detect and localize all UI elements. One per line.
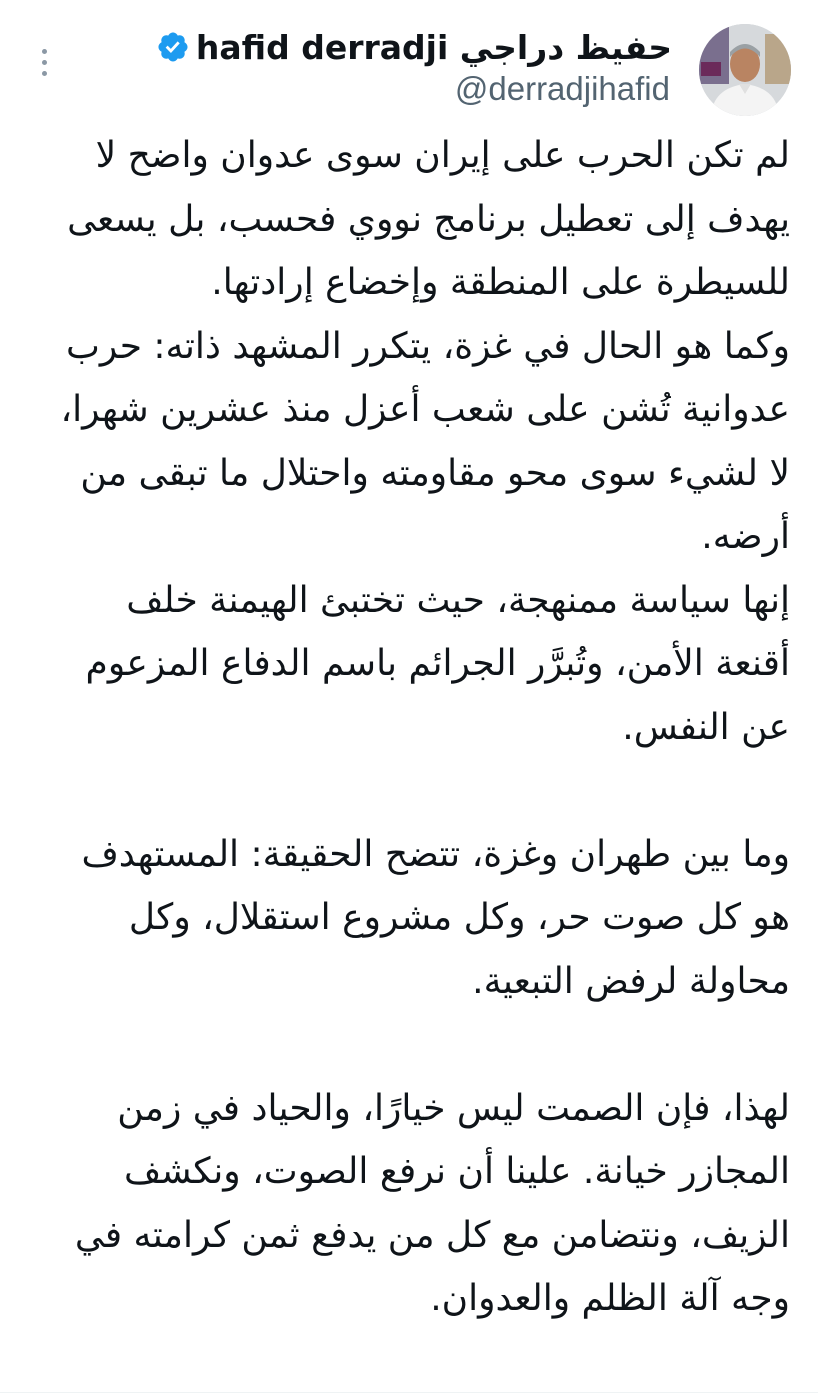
more-dot [42, 60, 47, 65]
tweet-header [0, 0, 818, 125]
tweet-text-line: إنها سياسة ممنهجة، حيث تختبئ الهيمنة خلف [126, 579, 790, 621]
author-avatar[interactable] [699, 24, 791, 116]
tweet-text-line: وجه آلة الظلم والعدوان. [430, 1278, 790, 1319]
tweet-text-line: لهذا، فإن الصمت ليس خيارًا، والحياد في زمن [117, 1087, 790, 1129]
tweet-text-line: لا لشيء سوى محو مقاومته واحتلال ما تبقى من [80, 452, 790, 494]
tweet-text-line: أقنعة الأمن، وتُبرَّر الجرائم باسم الدفاع المزعوم [85, 643, 790, 684]
tweet-text-line: وما بين طهران وغزة، تتضح الحقيقة: المستهدف [81, 833, 790, 875]
tweet-text-line: لم تكن الحرب على إيران سوى عدوان واضح لا [95, 135, 790, 176]
author-display-name[interactable]: حفيظ دراجي hafid derradji [195, 27, 672, 67]
tweet-text-line: الزيف، ونتضامن مع كل من يدفع ثمن كرامته في [74, 1214, 790, 1256]
tweet-text-line: عدوانية تُشن على شعب أعزل منذ عشرين شهرا، [60, 389, 790, 430]
divider [0, 1392, 818, 1393]
tweet-text-line: هو كل صوت حر، وكل مشروع استقلال، وكل [128, 897, 790, 938]
tweet-text-line: المجازر خيانة. علينا أن نرفع الصوت، ونكشف [123, 1151, 790, 1192]
tweet-text-line: محاولة لرفض التبعية. [472, 960, 790, 1002]
avatar-photo [699, 24, 791, 116]
author-name-row[interactable] [156, 22, 672, 72]
tweet-text [32, 124, 790, 1331]
tweet-text-line: يهدف إلى تعطيل برنامج نووي فحسب، بل يسعى [67, 198, 790, 240]
more-options-icon[interactable] [30, 40, 58, 84]
paragraph-spacer [32, 1013, 790, 1077]
tweet-text-line: أرضه. [701, 516, 790, 557]
more-dot [42, 71, 47, 76]
paragraph-spacer [32, 759, 790, 823]
tweet-text-line: للسيطرة على المنطقة وإخضاع إرادتها. [211, 262, 790, 303]
author-handle[interactable]: @derradjihafid [454, 70, 670, 107]
verified-badge-icon [156, 30, 190, 64]
tweet-text-line: وكما هو الحال في غزة، يتكرر المشهد ذاته: حرب [65, 325, 790, 367]
more-dot [42, 49, 47, 54]
tweet-text-line: عن النفس. [622, 706, 790, 748]
